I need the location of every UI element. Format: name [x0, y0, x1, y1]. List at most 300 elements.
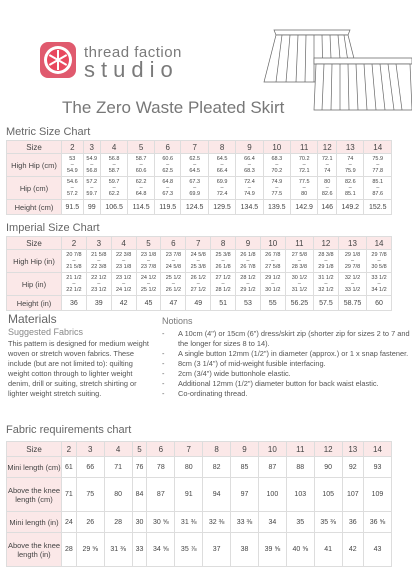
cell-part: –: [72, 281, 76, 287]
cell-part: 59.7: [108, 179, 120, 185]
size-column-header: 2: [62, 442, 77, 457]
cell-part: –: [348, 162, 352, 168]
cell-part: 60.6: [135, 168, 147, 174]
size-column-header: 10: [260, 237, 285, 250]
list-bullet: -: [162, 389, 165, 398]
notion-item: [162, 349, 410, 359]
table-cell: 35 ⅜: [314, 512, 342, 533]
table-cell: [100, 154, 127, 177]
cell-part: –: [220, 162, 224, 168]
row-label: Above the knee length (cm): [7, 478, 62, 512]
cell-part: –: [302, 185, 306, 191]
cell-part: 62.5: [162, 168, 174, 174]
table-cell: 142.9: [290, 200, 317, 215]
cell-part: –: [90, 185, 94, 191]
cell-part: 68.3: [271, 156, 283, 162]
cell-part: –: [171, 258, 175, 264]
notions-section: [162, 316, 410, 399]
cell-part: 20 7/8: [66, 252, 82, 258]
cell-part: –: [246, 258, 250, 264]
cell-part: –: [171, 281, 175, 287]
size-column-header: 5: [132, 442, 147, 457]
table-cell: 39: [86, 296, 111, 311]
table-cell: 91.5: [62, 200, 84, 215]
size-column-header: 3: [83, 141, 100, 154]
cell-part: 69.9: [216, 179, 228, 185]
table-row: [7, 512, 392, 533]
cell-part: 74.9: [271, 179, 283, 185]
table-cell: 124.5: [181, 200, 208, 215]
row-label: High Hip (in): [7, 250, 62, 273]
cell-part: 75.9: [344, 168, 356, 174]
notion-item: [162, 389, 410, 399]
cell-part: –: [297, 258, 301, 264]
table-cell: 109: [363, 478, 391, 512]
cell-part: –: [193, 162, 197, 168]
table-cell: 42: [342, 533, 363, 567]
cell-part: 68.3: [244, 168, 255, 174]
cell-part: 74.9: [244, 191, 255, 197]
table-cell: [161, 250, 186, 273]
cell-part: 77.5: [298, 179, 310, 185]
table-cell: [111, 250, 136, 273]
cell-part: 67.3: [162, 191, 174, 197]
table-cell: 139.5: [263, 200, 290, 215]
size-column-header: 12: [314, 237, 339, 250]
table-cell: [314, 250, 339, 273]
size-column-header: 7: [181, 141, 208, 154]
imperial-heading: Imperial Size Chart: [6, 222, 100, 234]
table-cell: [154, 177, 181, 200]
size-column-header: 10: [258, 442, 286, 457]
cell-part: 77.8: [372, 168, 384, 174]
table-cell: 53: [236, 296, 261, 311]
cell-part: 29 1/2: [265, 275, 281, 281]
cell-part: 23 7/8: [165, 252, 182, 258]
table-cell: [208, 177, 235, 200]
cell-part: –: [376, 162, 380, 168]
cell-part: 29 1/8: [318, 264, 334, 270]
table-cell: [285, 250, 313, 273]
page-title: The Zero Waste Pleated Skirt: [62, 98, 285, 117]
cell-part: 32 1/2: [344, 275, 361, 281]
table-cell: 134.5: [236, 200, 263, 215]
table-cell: 103: [286, 478, 314, 512]
table-cell: 33: [132, 533, 147, 567]
cell-part: –: [247, 162, 251, 168]
table-cell: 85: [231, 457, 259, 478]
table-cell: 43: [363, 533, 391, 567]
size-column-header: 4: [111, 237, 136, 250]
table-row: [7, 533, 392, 567]
cell-part: 25 1/2: [165, 275, 182, 281]
cell-part: 58.7: [108, 168, 120, 174]
table-cell: [111, 273, 136, 296]
size-column-header: 6: [154, 141, 181, 154]
cell-part: 22 3/8: [116, 252, 132, 258]
notion-text: A 10cm (4") or 15cm (6") dress/skirt zip (shorter zip for sizes 2 to 7 and the longer for sizes 8 to 14).: [178, 329, 410, 348]
table-cell: [208, 154, 235, 177]
cell-part: 28 3/8: [318, 252, 334, 258]
table-cell: 152.5: [364, 200, 392, 215]
table-row: [7, 200, 392, 215]
table-cell: 149.2: [337, 200, 364, 215]
cell-part: –: [112, 162, 116, 168]
table-cell: 36: [342, 512, 363, 533]
cell-part: –: [139, 162, 143, 168]
cell-part: 56.8: [86, 168, 98, 174]
table-cell: 35: [286, 512, 314, 533]
cell-part: 33 1/2: [371, 275, 387, 281]
notion-item: [162, 359, 410, 369]
cell-part: –: [193, 185, 197, 191]
size-column-header: 12: [318, 141, 337, 154]
table-row: [7, 250, 392, 273]
materials-title: Materials: [8, 312, 57, 326]
table-cell: [83, 154, 100, 177]
notion-text: 8cm (3 1/4") of mid-weight fusible interfacing.: [178, 359, 326, 368]
notion-text: A single button 12mm (1/2") in diameter (approx.) or 1 x snap fastener.: [178, 349, 409, 358]
size-column-header: 7: [186, 237, 211, 250]
cell-part: 82.6: [344, 179, 356, 185]
table-cell: [136, 250, 161, 273]
cell-part: 31 1/2: [318, 275, 334, 281]
size-column-header: 10: [263, 141, 290, 154]
table-cell: 146: [318, 200, 337, 215]
table-cell: 87: [258, 457, 286, 478]
table-row: [7, 478, 392, 512]
cell-part: 54.9: [86, 156, 98, 162]
table-cell: 58.75: [338, 296, 366, 311]
table-cell: 107: [342, 478, 363, 512]
cell-part: –: [166, 162, 170, 168]
table-cell: [128, 177, 155, 200]
table-cell: 26: [76, 512, 104, 533]
cell-part: 27 1/2: [215, 275, 231, 281]
table-cell: 61: [62, 457, 77, 478]
cell-part: 74: [324, 168, 331, 174]
cell-part: 30 1/2: [291, 275, 308, 281]
table-cell: 92: [342, 457, 363, 478]
row-label: Mini length (cm): [7, 457, 62, 478]
table-cell: [181, 154, 208, 177]
table-cell: 36 ⅝: [363, 512, 391, 533]
brand-logo: [40, 42, 76, 78]
cell-part: 22 1/2: [66, 287, 82, 293]
cell-part: 26 1/2: [165, 287, 182, 293]
size-column-header: 12: [314, 442, 342, 457]
cell-part: 54.6: [66, 179, 78, 185]
cell-part: –: [325, 162, 329, 168]
table-cell: 30: [132, 512, 147, 533]
cell-part: –: [271, 258, 275, 264]
cell-part: 21 1/2: [66, 275, 82, 281]
cell-part: 23 1/2: [91, 287, 107, 293]
table-cell: 71: [62, 478, 77, 512]
table-cell: 78: [147, 457, 175, 478]
table-cell: 49: [186, 296, 211, 311]
table-cell: [62, 250, 87, 273]
cell-part: –: [72, 258, 76, 264]
table-cell: 90: [314, 457, 342, 478]
cell-part: –: [90, 162, 94, 168]
cell-part: –: [302, 162, 306, 168]
cell-part: 66.4: [216, 168, 228, 174]
cell-part: –: [220, 185, 224, 191]
list-bullet: -: [162, 379, 165, 388]
table-cell: 87: [147, 478, 175, 512]
table-row: [7, 154, 392, 177]
cell-part: 23 1/8: [140, 252, 157, 258]
cell-part: 23 7/8: [140, 264, 157, 270]
cell-part: 72.1: [321, 156, 333, 162]
table-cell: 71: [104, 457, 132, 478]
size-column-header: 6: [161, 237, 186, 250]
cell-part: –: [275, 185, 279, 191]
cell-part: 26 1/2: [190, 275, 206, 281]
imperial-size-table: [6, 236, 392, 311]
cell-part: 54.9: [66, 168, 78, 174]
table-cell: 80: [104, 478, 132, 512]
cell-part: 30 5/8: [371, 264, 387, 270]
cell-part: 27 5/8: [291, 252, 308, 258]
row-label: Above the knee length (in): [7, 533, 62, 567]
size-column-header: 14: [364, 141, 392, 154]
table-cell: 31 ⅜: [104, 533, 132, 567]
cell-part: 30 1/2: [265, 287, 281, 293]
table-cell: 42: [111, 296, 136, 311]
table-row: [7, 457, 392, 478]
table-cell: [318, 154, 337, 177]
table-cell: 51: [211, 296, 236, 311]
size-column-header: 8: [211, 237, 236, 250]
table-cell: 29 ⅝: [76, 533, 104, 567]
table-cell: [236, 154, 263, 177]
size-header: Size: [7, 237, 62, 250]
cell-part: 57.2: [86, 179, 98, 185]
table-cell: [186, 250, 211, 273]
size-column-header: 4: [100, 141, 127, 154]
table-cell: [290, 177, 317, 200]
cell-part: 27 1/2: [190, 287, 206, 293]
table-cell: 31 ⅜: [175, 512, 203, 533]
cell-part: 25 3/8: [190, 264, 206, 270]
table-cell: 41: [314, 533, 342, 567]
cell-part: 57.2: [66, 191, 78, 197]
cell-part: –: [139, 185, 143, 191]
size-column-header: 2: [62, 237, 87, 250]
cell-part: 66.4: [244, 156, 255, 162]
cell-part: 28 3/8: [291, 264, 308, 270]
table-cell: 100: [258, 478, 286, 512]
cell-part: 28 1/2: [240, 275, 256, 281]
table-cell: 45: [136, 296, 161, 311]
cell-part: 26 1/8: [240, 252, 256, 258]
size-column-header: 11: [290, 141, 317, 154]
table-cell: [260, 273, 285, 296]
cell-part: 22 1/2: [91, 275, 107, 281]
table-cell: [161, 273, 186, 296]
table-cell: [236, 250, 261, 273]
table-cell: [338, 273, 366, 296]
table-cell: 75: [76, 478, 104, 512]
cell-part: –: [377, 281, 381, 287]
table-cell: 38: [231, 533, 259, 567]
cell-part: –: [122, 258, 126, 264]
cell-part: 29 1/2: [240, 287, 256, 293]
cell-part: 74: [347, 156, 354, 162]
cell-part: 23 1/8: [116, 264, 132, 270]
notion-item: [162, 329, 410, 349]
cell-part: –: [97, 281, 101, 287]
table-row: [7, 273, 392, 296]
cell-part: 64.8: [135, 191, 147, 197]
size-column-header: 3: [76, 442, 104, 457]
table-cell: 106.5: [100, 200, 127, 215]
cell-part: 53: [69, 156, 76, 162]
table-cell: 40 ⅝: [286, 533, 314, 567]
cell-part: –: [350, 258, 355, 264]
table-cell: 129.5: [208, 200, 235, 215]
table-cell: 60: [367, 296, 392, 311]
cell-part: 21 5/8: [66, 264, 82, 270]
table-cell: 84: [132, 478, 147, 512]
cell-part: –: [221, 258, 225, 264]
table-cell: [337, 154, 364, 177]
cell-part: 62.2: [135, 179, 147, 185]
size-column-header: 11: [285, 237, 313, 250]
table-cell: 57.5: [314, 296, 339, 311]
table-cell: [364, 154, 392, 177]
cell-part: –: [122, 281, 126, 287]
table-cell: 97: [231, 478, 259, 512]
cell-part: 64.8: [162, 179, 174, 185]
materials-section: [8, 312, 156, 399]
cell-part: –: [325, 185, 329, 191]
cell-part: –: [196, 281, 200, 287]
table-cell: [236, 273, 261, 296]
cell-part: –: [324, 281, 328, 287]
fabric-requirements-table: [6, 441, 392, 567]
cell-part: 72.1: [298, 168, 310, 174]
size-column-header: 8: [203, 442, 231, 457]
size-column-header: 14: [363, 442, 391, 457]
table-cell: [290, 154, 317, 177]
cell-part: –: [377, 258, 381, 264]
notions-title: Notions: [162, 316, 193, 326]
table-cell: [136, 273, 161, 296]
cell-part: 24 1/2: [140, 275, 157, 281]
table-cell: [86, 273, 111, 296]
cell-part: 32 1/2: [318, 287, 334, 293]
table-cell: [83, 177, 100, 200]
cell-part: 25 3/8: [215, 252, 231, 258]
cell-part: 59.7: [86, 191, 98, 197]
size-column-header: 3: [86, 237, 111, 250]
cell-part: –: [70, 185, 74, 191]
cell-part: –: [297, 281, 301, 287]
size-column-header: 4: [104, 442, 132, 457]
cell-part: 77.5: [271, 191, 283, 197]
list-bullet: -: [162, 359, 165, 368]
notion-text: Co-ordinating thread.: [178, 389, 248, 398]
cell-part: 87.6: [372, 191, 384, 197]
table-cell: 30 ⅝: [147, 512, 175, 533]
cell-part: 24 5/8: [165, 264, 182, 270]
table-cell: 36: [62, 296, 87, 311]
table-cell: 28: [62, 533, 77, 567]
size-column-header: 5: [128, 141, 155, 154]
notion-item: [162, 369, 410, 379]
cell-part: 56.8: [108, 156, 120, 162]
cell-part: –: [350, 281, 355, 287]
list-bullet: -: [162, 369, 165, 378]
cell-part: 70.2: [271, 168, 283, 174]
cell-part: –: [146, 281, 151, 287]
cell-part: 34 1/2: [371, 287, 387, 293]
size-column-header: 9: [231, 442, 259, 457]
metric-heading: Metric Size Chart: [6, 126, 91, 138]
size-column-header: 13: [337, 141, 364, 154]
table-cell: [260, 250, 285, 273]
table-cell: [367, 273, 392, 296]
cell-part: 62.5: [189, 156, 201, 162]
size-header: Size: [7, 442, 62, 457]
table-cell: 56.25: [285, 296, 313, 311]
table-cell: [211, 250, 236, 273]
table-cell: 28: [104, 512, 132, 533]
table-cell: [86, 250, 111, 273]
cell-part: 62.2: [108, 191, 120, 197]
materials-subtitle: Suggested Fabrics: [8, 327, 84, 337]
cell-part: –: [376, 185, 380, 191]
table-cell: [62, 177, 84, 200]
cell-part: –: [324, 258, 328, 264]
list-bullet: -: [162, 329, 165, 338]
table-cell: 76: [132, 457, 147, 478]
table-cell: 99: [83, 200, 100, 215]
notion-text: Additional 12mm (1/2") diameter button for back waist elastic.: [178, 379, 379, 388]
table-cell: [318, 177, 337, 200]
cell-part: 26 7/8: [240, 264, 256, 270]
cell-part: 26 1/8: [215, 264, 231, 270]
cell-part: 33 1/2: [344, 287, 361, 293]
cell-part: 29 7/8: [371, 252, 387, 258]
brand-name-line2: studio: [84, 57, 179, 82]
table-cell: 39 ⅝: [258, 533, 286, 567]
table-cell: 32 ⅜: [203, 512, 231, 533]
row-label: Hip (in): [7, 273, 62, 296]
cell-part: 21 5/8: [91, 252, 107, 258]
table-cell: [338, 250, 366, 273]
row-label: Height (cm): [7, 200, 62, 215]
table-cell: 91: [175, 478, 203, 512]
table-cell: [211, 273, 236, 296]
cell-part: 29 1/8: [344, 252, 361, 258]
metric-size-table: [6, 140, 392, 215]
cell-part: 24 1/2: [116, 287, 132, 293]
notions-list: [162, 329, 410, 399]
cell-part: –: [348, 185, 352, 191]
size-header: Size: [7, 141, 62, 154]
cell-part: 24 5/8: [190, 252, 206, 258]
cell-part: –: [70, 162, 74, 168]
table-cell: 35 ⅞: [175, 533, 203, 567]
cell-part: 22 3/8: [91, 264, 107, 270]
table-cell: [154, 154, 181, 177]
notion-text: 2cm (3/4") wide buttonhole elastic.: [178, 369, 291, 378]
cell-part: 70.2: [298, 156, 310, 162]
